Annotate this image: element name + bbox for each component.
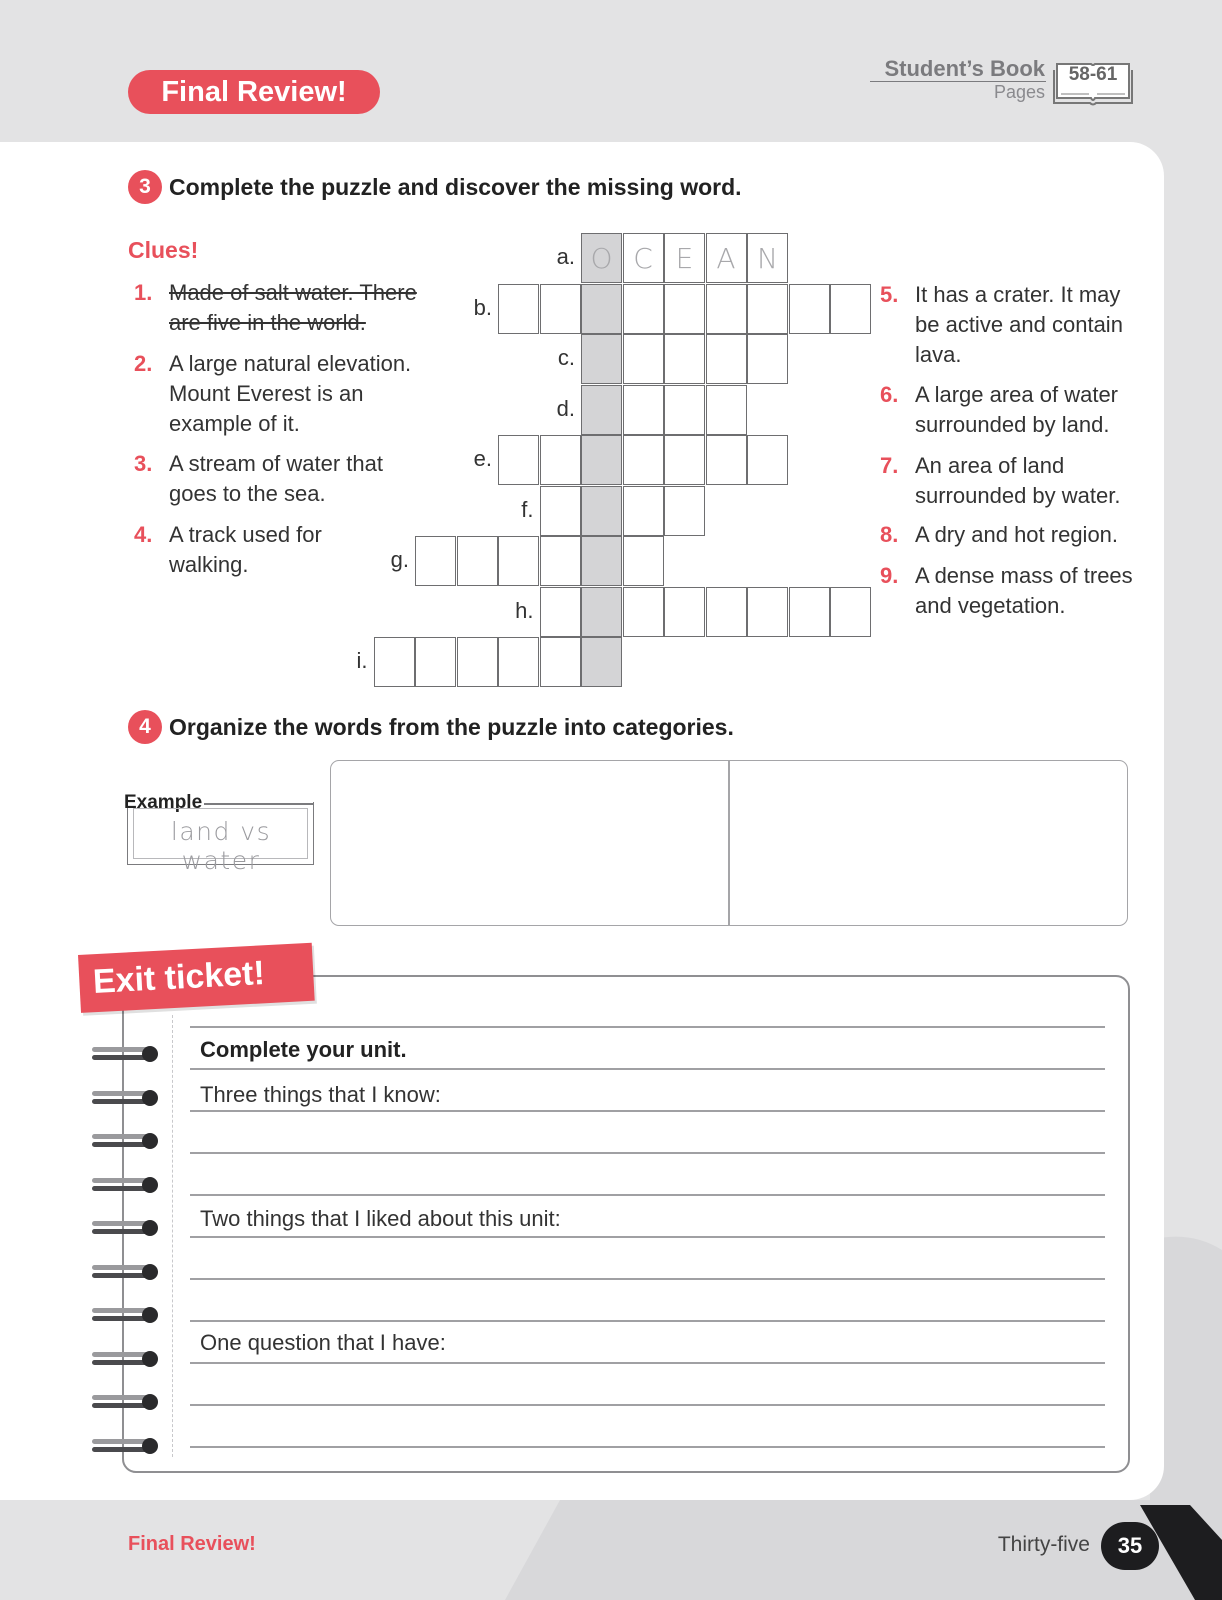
clue-2	[134, 349, 444, 439]
footer-section-title: Final Review!	[128, 1533, 256, 1555]
crossword-letter: C	[633, 242, 653, 275]
exit-ticket-heading: Complete your unit.	[200, 1037, 407, 1062]
notebook-rule	[190, 1026, 1105, 1028]
spiral-ring-icon	[92, 1131, 160, 1151]
writing-line[interactable]	[190, 1363, 1105, 1403]
category-1-area[interactable]	[332, 762, 726, 924]
clue-text: A large natural elevation. Mount Everest is an example of it.	[169, 351, 412, 436]
crossword-cell[interactable]	[664, 334, 705, 384]
notebook-rule	[190, 1446, 1105, 1448]
page-number-badge: 35	[1101, 1522, 1159, 1570]
writing-line[interactable]	[190, 1237, 1105, 1277]
crossword-cell[interactable]	[498, 435, 539, 485]
example-frame-top	[204, 803, 314, 805]
prompt-three-things: Three things that I know:	[200, 1082, 441, 1107]
crossword-cell[interactable]	[498, 284, 539, 334]
crossword-cell[interactable]	[664, 385, 705, 435]
footer-page-words: Thirty-five	[997, 1533, 1090, 1556]
clue-4	[134, 520, 324, 580]
section-4-number: 4	[128, 710, 162, 744]
clue-number: 9.	[880, 563, 899, 588]
crossword-cell[interactable]	[747, 284, 788, 334]
crossword-row-label: d.	[556, 395, 575, 421]
clue-number: 5.	[880, 282, 899, 307]
notebook-rule	[190, 1194, 1105, 1196]
clue-number: 4.	[134, 522, 153, 547]
crossword-cell[interactable]	[706, 284, 747, 334]
crossword-cell[interactable]	[581, 385, 622, 435]
prompt-two-things: Two things that I liked about this unit:	[200, 1206, 561, 1231]
crossword-cell[interactable]	[540, 486, 581, 536]
clue-3	[134, 449, 394, 509]
crossword-cell[interactable]	[706, 385, 747, 435]
crossword-cell[interactable]	[706, 435, 747, 485]
crossword-cell[interactable]	[830, 587, 871, 637]
clue-number: 8.	[880, 522, 899, 547]
section-3-title: Complete the puzzle and discover the missing word.	[169, 174, 742, 200]
pages-range: 58-61	[1068, 64, 1118, 85]
crossword-cell[interactable]	[623, 284, 664, 334]
writing-line[interactable]	[190, 1279, 1105, 1319]
crossword-cell[interactable]	[623, 486, 664, 536]
crossword-cell[interactable]	[415, 536, 456, 586]
crossword-letter: E	[675, 242, 694, 275]
crossword-row-label: a.	[556, 244, 575, 269]
writing-line[interactable]	[190, 1111, 1105, 1151]
clue-5	[880, 280, 1140, 370]
crossword-letter: O	[590, 242, 613, 275]
notebook-rule	[190, 1320, 1105, 1322]
crossword-cell[interactable]	[789, 284, 830, 334]
crossword-cell[interactable]	[581, 637, 622, 687]
clue-text: An area of land surrounded by water.	[915, 453, 1121, 508]
crossword-cell[interactable]	[623, 334, 664, 384]
section-3-number: 3	[128, 170, 162, 204]
category-2-area[interactable]	[731, 762, 1126, 924]
clue-text: A dry and hot region.	[915, 522, 1119, 547]
crossword-row-label: f.	[521, 496, 534, 522]
exit-ticket-title: Exit ticket!	[92, 954, 266, 1001]
crossword-cell[interactable]	[457, 637, 498, 687]
spiral-ring-icon	[92, 1305, 160, 1325]
crossword-letter: A	[716, 242, 736, 275]
crossword-cell[interactable]	[581, 587, 622, 637]
crossword-row-label: g.	[390, 547, 409, 572]
clue-7	[880, 451, 1145, 511]
crossword-cell[interactable]	[581, 334, 622, 384]
clue-text: A dense mass of trees and vegetation.	[915, 563, 1133, 618]
prompt-one-question: One question that I have:	[200, 1330, 446, 1355]
clue-number: 6.	[880, 382, 899, 407]
crossword-cell[interactable]	[747, 587, 788, 637]
spiral-ring-icon	[92, 1175, 160, 1195]
spiral-ring-icon	[92, 1262, 160, 1282]
clue-9	[880, 561, 1145, 621]
clue-text: It has a crater. It may be active and contain lava.	[915, 282, 1123, 367]
writing-line[interactable]	[190, 1153, 1105, 1193]
crossword-cell[interactable]	[623, 435, 664, 485]
pages-label: Pages	[993, 82, 1045, 102]
notebook-rule	[190, 1068, 1105, 1070]
notebook-margin-line	[172, 1015, 173, 1457]
spiral-ring-icon	[92, 1218, 160, 1238]
clue-1	[134, 278, 444, 338]
final-review-badge: Final Review!	[128, 70, 380, 114]
crossword-cell[interactable]	[706, 587, 747, 637]
crossword-cell[interactable]	[498, 637, 539, 687]
example-text: land vs water	[170, 817, 272, 875]
categories-divider	[728, 760, 730, 926]
crossword-cell[interactable]	[623, 536, 664, 586]
crossword-cell[interactable]	[664, 486, 705, 536]
crossword-cell[interactable]	[581, 486, 622, 536]
spiral-ring-icon	[92, 1349, 160, 1369]
clue-6	[880, 380, 1140, 440]
crossword-cell[interactable]	[706, 334, 747, 384]
clue-number: 2.	[134, 351, 153, 376]
spiral-ring-icon	[92, 1436, 160, 1456]
crossword-row-label: c.	[557, 345, 575, 370]
clue-text-crossed-out: Made of salt water. There are five in the world.	[169, 280, 417, 335]
writing-line[interactable]	[190, 1405, 1105, 1445]
crossword-cell[interactable]	[581, 536, 622, 586]
crossword-cell[interactable]	[747, 334, 788, 384]
crossword-cell[interactable]	[664, 587, 705, 637]
example-label: Example	[124, 792, 203, 813]
crossword-cell[interactable]	[581, 284, 622, 334]
crossword-letter: N	[757, 242, 778, 275]
clue-number: 1.	[134, 280, 153, 305]
crossword-cell[interactable]	[581, 435, 622, 485]
crossword-cell[interactable]	[498, 536, 539, 586]
crossword-cell[interactable]	[540, 637, 581, 687]
clue-number: 3.	[134, 451, 153, 476]
crossword-cell[interactable]	[540, 435, 581, 485]
crossword-cell[interactable]	[623, 587, 664, 637]
clue-number: 7.	[880, 453, 899, 478]
crossword-cell[interactable]	[830, 284, 871, 334]
crossword-row-label: i.	[356, 648, 368, 673]
clue-8	[880, 520, 1150, 550]
section-4-title: Organize the words from the puzzle into categories.	[169, 714, 734, 740]
crossword-cell[interactable]	[540, 536, 581, 586]
crossword-cell[interactable]	[664, 435, 705, 485]
crossword-cell[interactable]	[415, 637, 456, 687]
spiral-ring-icon	[92, 1044, 160, 1064]
crossword-cell[interactable]	[540, 284, 581, 334]
students-book-label: Student’s Book	[884, 56, 1045, 81]
spiral-ring-icon	[92, 1392, 160, 1412]
clues-title: Clues!	[128, 237, 199, 263]
crossword-cell[interactable]	[540, 587, 581, 637]
crossword-cell[interactable]	[664, 284, 705, 334]
crossword-row-label: h.	[515, 597, 534, 623]
crossword-row-label: b.	[473, 294, 492, 320]
crossword-cell[interactable]	[789, 587, 830, 637]
clue-text: A stream of water that goes to the sea.	[169, 451, 383, 506]
spiral-ring-icon	[92, 1088, 160, 1108]
crossword-cell[interactable]	[374, 637, 415, 687]
crossword-cell[interactable]	[457, 536, 498, 586]
clue-text: A large area of water surrounded by land.	[915, 382, 1119, 437]
crossword-cell[interactable]	[747, 435, 788, 485]
crossword-cell[interactable]	[623, 385, 664, 435]
clue-text: A track used for walking.	[169, 522, 322, 577]
crossword-row-label: e.	[473, 446, 492, 471]
